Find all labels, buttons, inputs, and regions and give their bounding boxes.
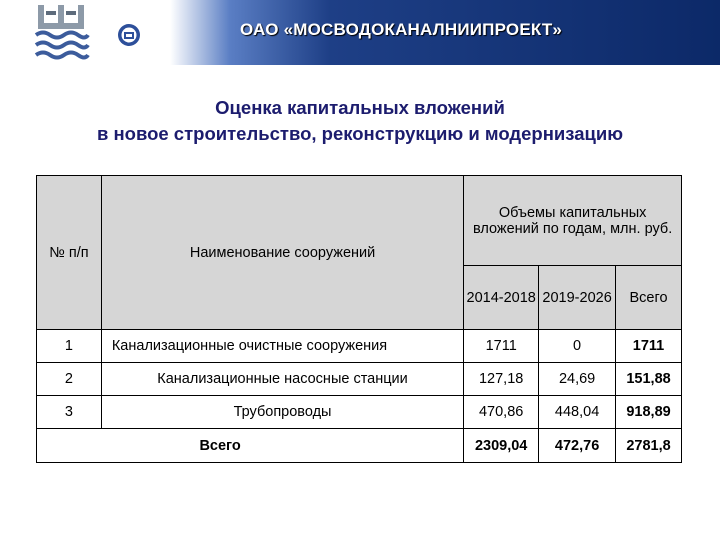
row-value-total: 918,89 xyxy=(616,396,682,429)
row-value-2014-2018: 127,18 xyxy=(464,363,539,396)
header-total: Всего xyxy=(616,266,682,330)
institute-emblem-icon xyxy=(117,23,141,47)
header-year-2014-2018: 2014-2018 xyxy=(464,266,539,330)
total-value-2019-2026: 472,76 xyxy=(539,429,616,463)
table-row xyxy=(37,363,682,396)
header-bar xyxy=(0,0,720,65)
total-value-total: 2781,8 xyxy=(616,429,682,463)
row-value-2019-2026: 0 xyxy=(539,330,616,363)
header-year-2019-2026: 2019-2026 xyxy=(539,266,616,330)
total-row xyxy=(37,429,682,463)
row-value-2014-2018: 470,86 xyxy=(464,396,539,429)
row-name: Канализационные очистные сооружения xyxy=(101,330,463,363)
header-volumes: Объемы капитальных вложений по годам, млн. руб. xyxy=(464,176,682,266)
row-num: 2 xyxy=(37,363,102,396)
company-title: ОАО «МОСВОДОКАНАЛНИИПРОЕКТ» xyxy=(240,20,563,39)
slide-title-line1: Оценка капитальных вложений xyxy=(215,97,505,118)
row-num: 3 xyxy=(37,396,102,429)
header-name: Наименование сооружений xyxy=(101,176,463,330)
row-value-total: 1711 xyxy=(616,330,682,363)
mosvodokanal-logo xyxy=(32,3,90,63)
table-row xyxy=(37,396,682,429)
total-label: Всего xyxy=(37,429,464,463)
row-value-2019-2026: 448,04 xyxy=(539,396,616,429)
slide-title-line2: в новое строительство, реконструкцию и модернизацию xyxy=(96,123,624,144)
row-value-2019-2026: 24,69 xyxy=(539,363,616,396)
row-value-total: 151,88 xyxy=(616,363,682,396)
capital-investments-table xyxy=(36,175,682,463)
slide-title xyxy=(0,95,720,147)
row-name: Трубопроводы xyxy=(101,396,463,429)
row-num: 1 xyxy=(37,330,102,363)
row-name: Канализационные насосные станции xyxy=(101,363,463,396)
row-value-2014-2018: 1711 xyxy=(464,330,539,363)
total-value-2014-2018: 2309,04 xyxy=(464,429,539,463)
header-num: № п/п xyxy=(37,176,102,330)
table-row xyxy=(37,330,682,363)
